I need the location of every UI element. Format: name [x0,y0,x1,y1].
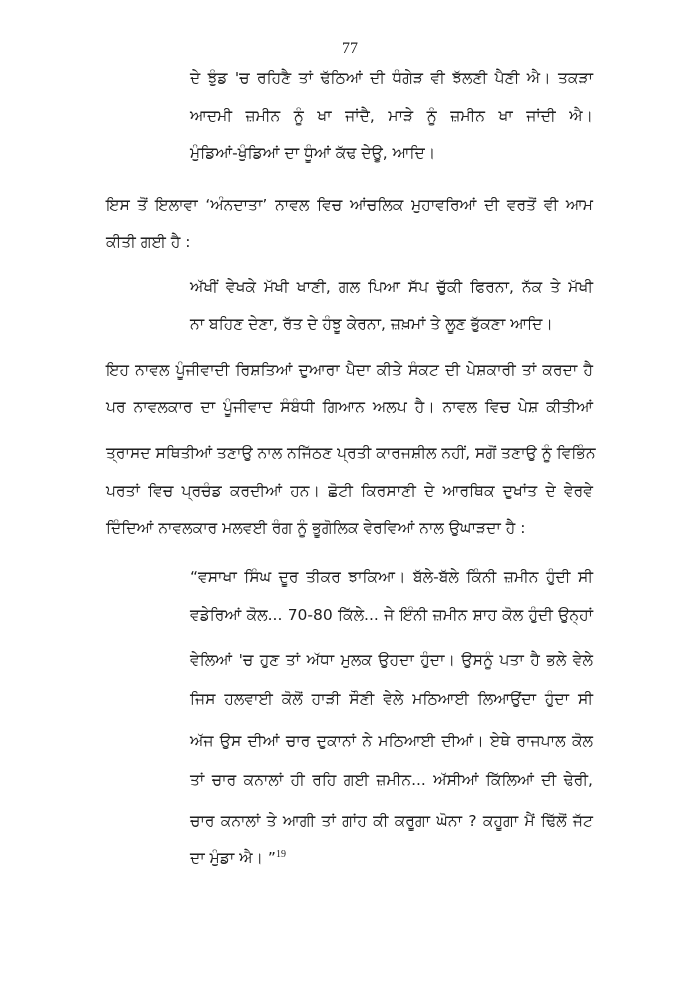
paragraph-line: ਪਰਤਾਂ ਵਿਚ ਪ੍ਰਚੰਡ ਕਰਦੀਆਂ ਹਨ। ਛੋਟੀ ਕਿਰਸਾਣੀ ਦੇ ਆਰਥਿਕ ਦੁਖਾਂਤ ਦੇ ਵੇਰਵੇ [106,482,593,500]
paragraph-line: ਕੀਤੀ ਗਈ ਹੈ : [106,233,191,251]
quote-line: ਚਾਰ ਕਨਾਲਾਂ ਤੇ ਆਗੀ ਤਾਂ ਗਾਂਹ ਕੀ ਕਰੂਗਾ ਘੋਨਾ ? ਕਹੂਗਾ ਮੈਂ ਢਿੱਲੋਂ ਜੱਟ [190,812,593,830]
quote-line: ਅੱਖੀਂ ਵੇਖਕੇ ਮੱਖੀ ਖਾਣੀ, ਗਲ ਪਿਆ ਸੱਪ ਚੁੱਕੀ ਫਿਰਨਾ, ਨੱਕ ਤੇ ਮੱਖੀ [190,278,593,296]
quote-line-last [190,848,593,868]
footnote-reference[interactable]: 19 [275,848,286,860]
paragraph-line: ਦਿੰਦਿਆਂ ਨਾਵਲਕਾਰ ਮਲਵਈ ਰੰਗ ਨੂੰ ਭੂਗੋਲਿਕ ਵੇਰਵਿਆਂ ਨਾਲ ਉਘਾੜਦਾ ਹੈ : [106,519,526,537]
quote-line: “ਵਸਾਖਾ ਸਿੰਘ ਦੂਰ ਤੀਕਰ ਝਾਕਿਆ। ਬੱਲੇ-ਬੱਲੇ ਕਿੰਨੀ ਜ਼ਮੀਨ ਹੁੰਦੀ ਸੀ [190,568,593,586]
quote-line: ਜਿਸ ਹਲਵਾਈ ਕੋਲੋਂ ਹਾੜੀ ਸੌਣੀ ਵੇਲੇ ਮਠਿਆਈ ਲਿਆਉਂਦਾ ਹੁੰਦਾ ਸੀ [190,690,593,708]
quote-line: ਆਦਮੀ ਜ਼ਮੀਨ ਨੂੰ ਖਾ ਜਾਂਦੈ, ਮਾੜੇ ਨੂੰ ਜ਼ਮੀਨ ਖਾ ਜਾਂਦੀ ਐ। [190,107,593,125]
quote-line: ਅੱਜ ਉਸ ਦੀਆਂ ਚਾਰ ਦੁਕਾਨਾਂ ਨੇ ਮਠਿਆਈ ਦੀਆਂ। ਏਥੇ ਰਾਜਪਾਲ ਕੋਲ [190,732,593,750]
quote-line: ਵਡੇਰਿਆਂ ਕੋਲ... 70-80 ਕਿੱਲੇ... ਜੇ ਇੰਨੀ ਜ਼ਮੀਨ ਸ਼ਾਹ ਕੋਲ ਹੁੰਦੀ ਉਨ੍ਹਾਂ [190,606,593,624]
paragraph-line: ਪਰ ਨਾਵਲਕਾਰ ਦਾ ਪੂੰਜੀਵਾਦ ਸੰਬੰਧੀ ਗਿਆਨ ਅਲਪ ਹੈ। ਨਾਵਲ ਵਿਚ ਪੇਸ਼ ਕੀਤੀਆਂ [106,398,593,416]
page-number: 77 [342,40,358,57]
quote-line: ਤਾਂ ਚਾਰ ਕਨਾਲਾਂ ਹੀ ਰਹਿ ਗਈ ਜ਼ਮੀਨ... ਅੱਸੀਆਂ ਕਿੱਲਿਆਂ ਦੀ ਢੇਰੀ, [190,771,593,789]
paragraph-line: ਤ੍ਰਾਸਦ ਸਥਿਤੀਆਂ ਤਣਾਉ ਨਾਲ ਨਜਿੱਠਣ ਪ੍ਰਤੀ ਕਾਰਜਸ਼ੀਲ ਨਹੀਂ, ਸਗੋਂ ਤਣਾਉ ਨੂੰ ਵਿਭਿੰਨ [106,444,596,462]
quote-line: ਨਾ ਬਹਿਣ ਦੇਣਾ, ਰੱਤ ਦੇ ਹੰਝੂ ਕੇਰਨਾ, ਜ਼ਖ਼ਮਾਂ ਤੇ ਲੂਣ ਭੁੱਕਣਾ ਆਦਿ। [190,315,553,333]
paragraph-line: ਇਸ ਤੋਂ ਇਲਾਵਾ ‘ਅੰਨਦਾਤਾ’ ਨਾਵਲ ਵਿਚ ਆਂਚਲਿਕ ਮੁਹਾਵਰਿਆਂ ਦੀ ਵਰਤੋਂ ਵੀ ਆਮ [106,196,593,214]
quote-text: ਦਾ ਮੁੰਡਾ ਐ। ” [190,849,276,867]
quote-line: ਦੇ ਝੁੰਡ 'ਚ ਰਹਿਣੈ ਤਾਂ ਢੱਠਿਆਂ ਦੀ ਧੰਗੇੜ ਵੀ ਝੱਲਣੀ ਪੈਣੀ ਐ। ਤਕੜਾ [190,69,593,87]
quote-line: ਵੇਲਿਆਂ 'ਚ ਹੁਣ ਤਾਂ ਅੱਧਾ ਮੁਲਕ ਉਹਦਾ ਹੁੰਦਾ। ਉਸਨੂੰ ਪਤਾ ਹੈ ਭਲੇ ਵੇਲੇ [190,651,593,669]
quote-line: ਮੁੰਡਿਆਂ-ਖੁੰਡਿਆਂ ਦਾ ਧੂੰਆਂ ਕੱਢ ਦੇਊ, ਆਦਿ। [190,144,436,162]
paragraph-line: ਇਹ ਨਾਵਲ ਪੂੰਜੀਵਾਦੀ ਰਿਸ਼ਤਿਆਂ ਦੁਆਰਾ ਪੈਦਾ ਕੀਤੇ ਸੰਕਟ ਦੀ ਪੇਸ਼ਕਾਰੀ ਤਾਂ ਕਰਦਾ ਹੈ [106,361,593,379]
